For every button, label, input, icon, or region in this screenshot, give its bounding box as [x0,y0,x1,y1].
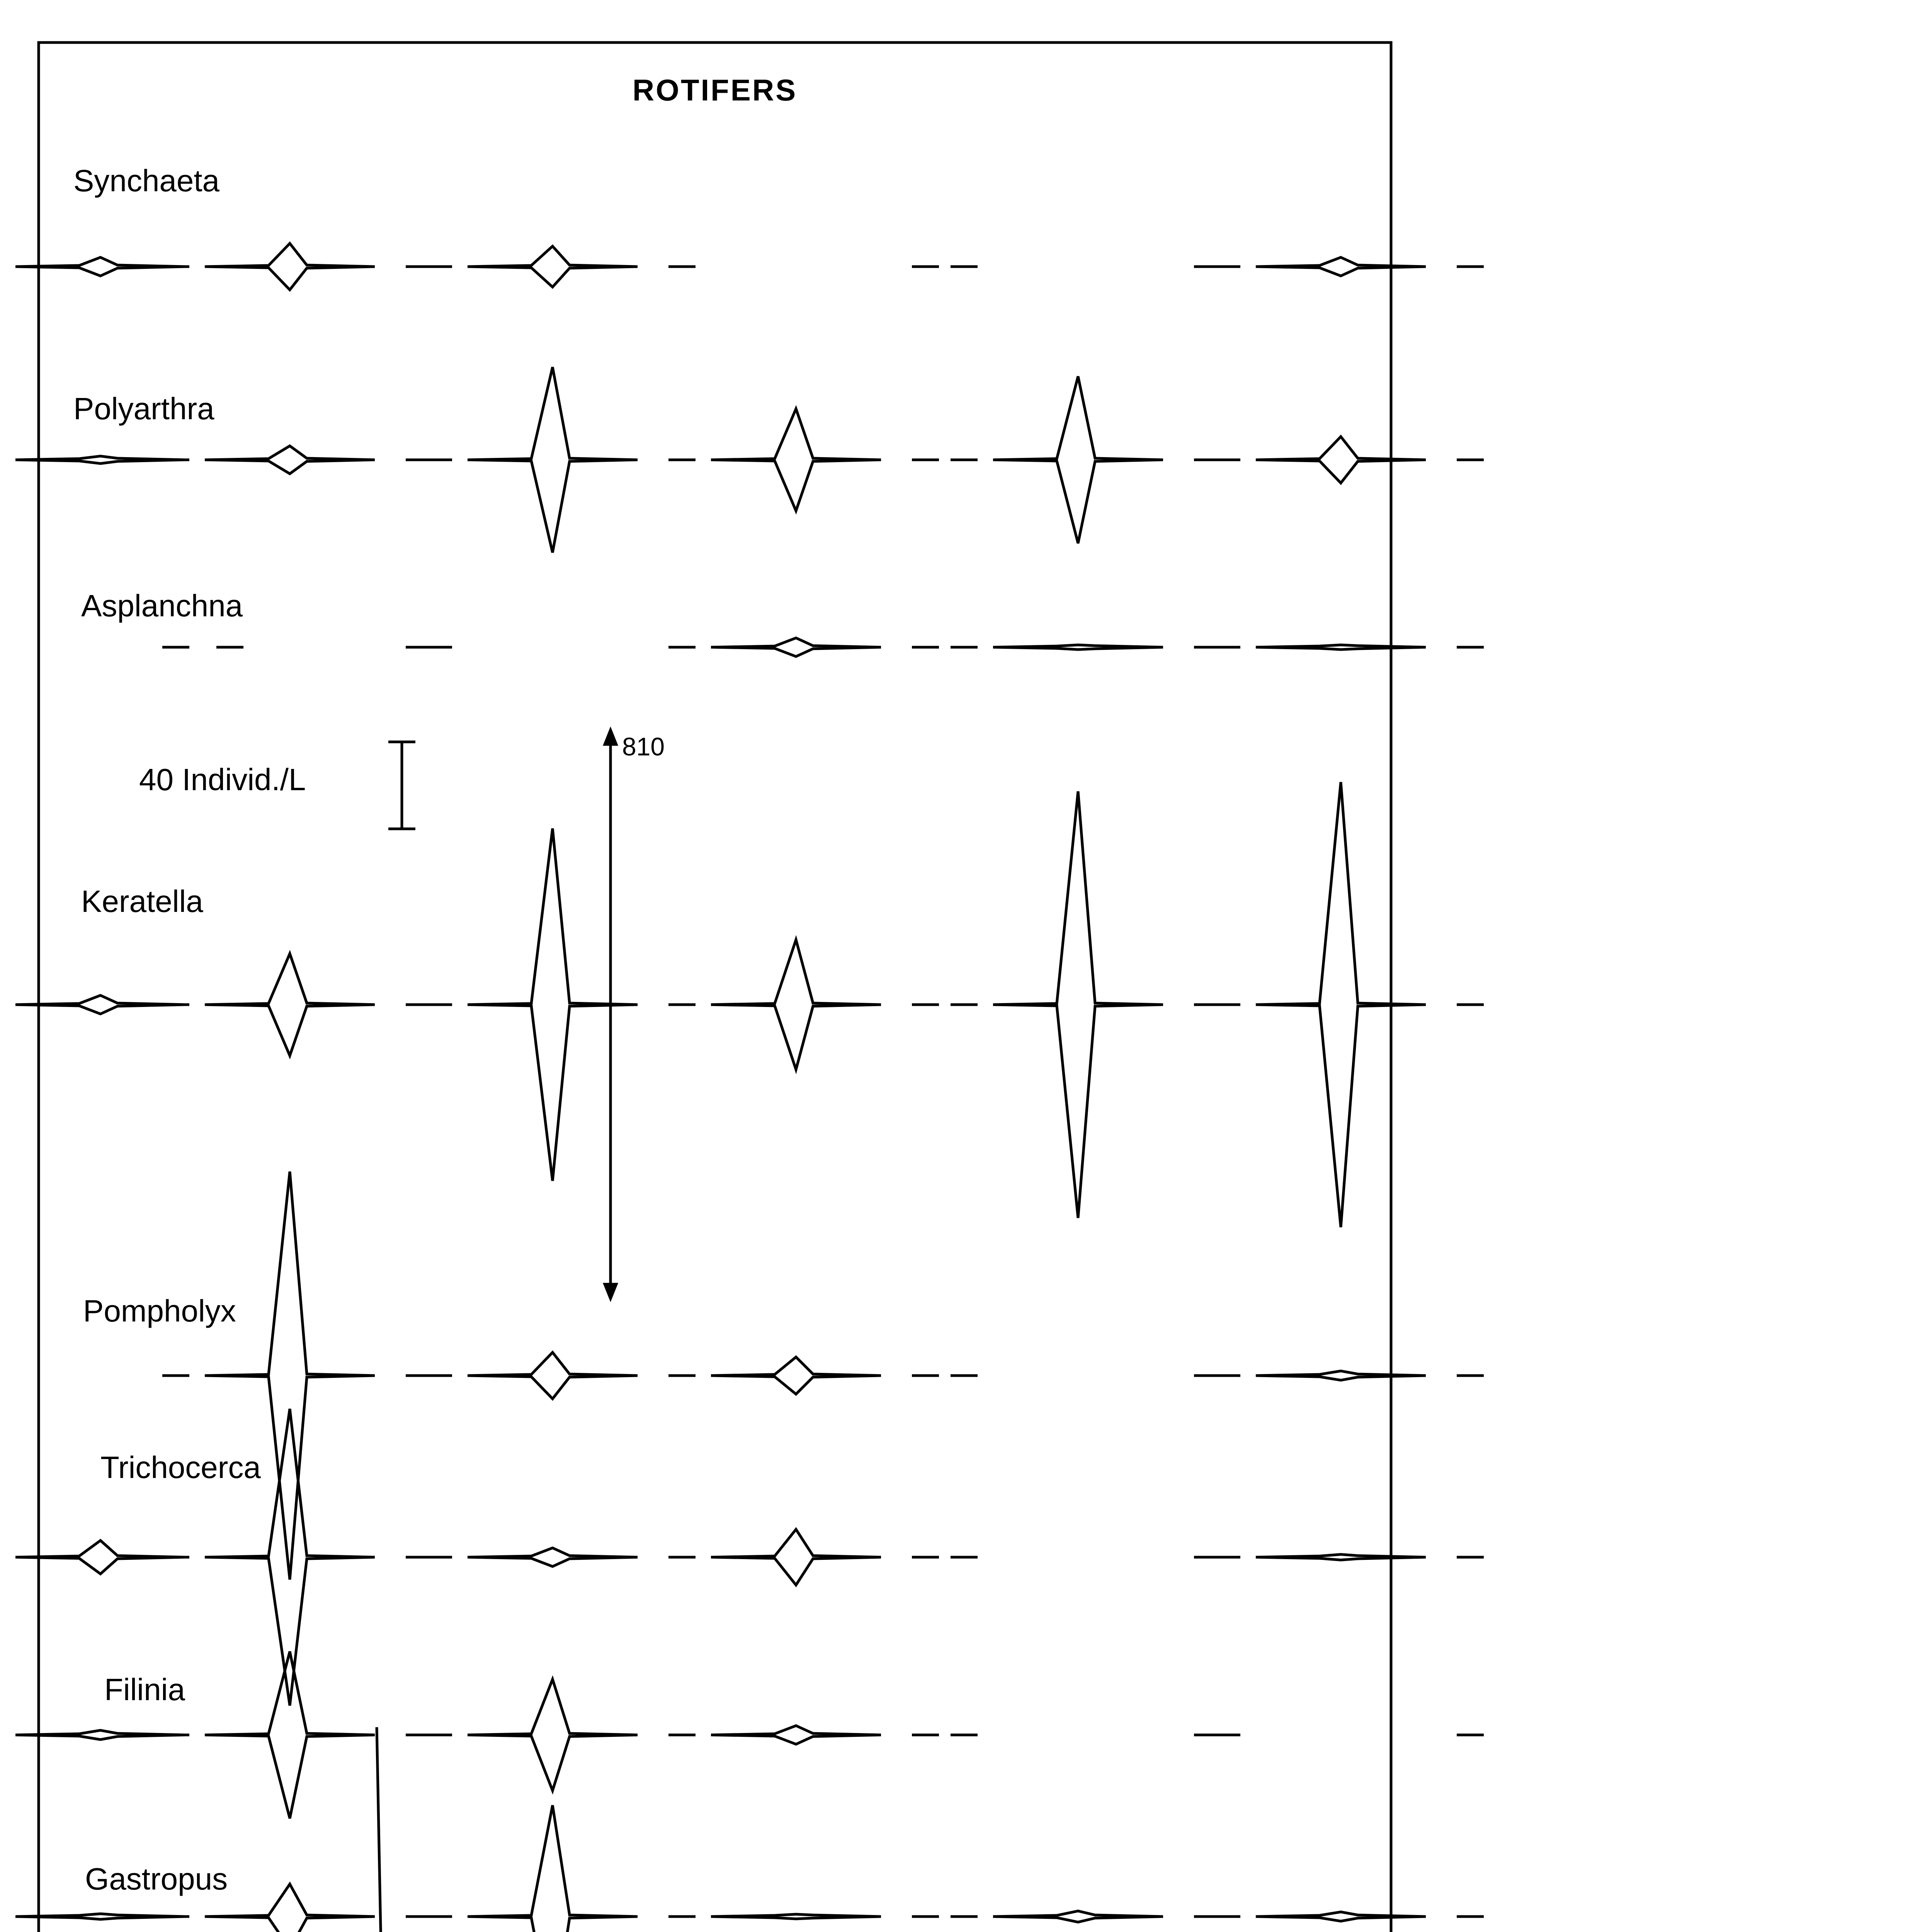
kite-gastropus-1978 [205,1884,375,1932]
kite-pompholyx-1979 [468,1352,638,1399]
kite-pompholyx-1980 [711,1357,881,1394]
kite-synchaeta-1977 [15,257,185,276]
species-label: Asplanchna [81,588,243,623]
species-label: Filinia [104,1672,185,1707]
off-scale-arrow [377,1727,388,1932]
kite-keratella-1977 [15,995,185,1014]
kite-trichocerca-1982 [1256,1554,1426,1560]
scale-label: 40 Individ./L [139,762,306,797]
kite-filinia-1977 [15,1730,185,1740]
kite-keratella-1981 [993,791,1163,1218]
kite-gastropus-1981 [993,1911,1163,1922]
kite-asplanchna-1981 [993,645,1163,650]
kite-asplanchna-1980 [711,638,881,656]
kite-synchaeta-1982 [1256,257,1426,276]
species-label: Trichocerca [100,1450,261,1485]
species-label: Polyarthra [73,391,214,426]
kite-keratella-1979 [468,828,638,1181]
kite-filinia-1980 [711,1726,881,1744]
figure-frame [39,43,1391,1932]
species-label: Keratella [81,884,203,918]
kite-keratella-1982 [1256,782,1426,1227]
kite-polyarthra-1977 [15,456,185,463]
kite-pompholyx-1982 [1256,1371,1426,1380]
off-scale-arrowhead [603,726,618,746]
kite-keratella-1980 [711,940,881,1070]
kite-asplanchna-1982 [1256,645,1426,650]
kite-polyarthra-1982 [1256,437,1426,483]
kite-gastropus-1977 [15,1914,185,1919]
kite-gastropus-1980 [711,1914,881,1919]
kite-trichocerca-1980 [711,1529,881,1585]
species-label: Pompholyx [83,1294,236,1328]
chart-title: ROTIFERS [632,73,798,107]
species-label: Gastropus [85,1862,228,1896]
kite-filinia-1979 [468,1679,638,1791]
species-label: Synchaeta [73,163,220,198]
off-scale-arrowhead [603,1283,618,1302]
kite-gastropus-1979 [468,1805,638,1932]
kite-polyarthra-1979 [468,367,638,553]
kite-polyarthra-1981 [993,376,1163,543]
kite-gastropus-1982 [1256,1912,1426,1921]
kite-trichocerca-1977 [15,1541,185,1574]
kite-trichocerca-1979 [468,1548,638,1566]
kite-polyarthra-1980 [711,409,881,511]
kite-synchaeta-1979 [468,246,638,287]
peak-annotation-label: 810 [622,732,665,761]
